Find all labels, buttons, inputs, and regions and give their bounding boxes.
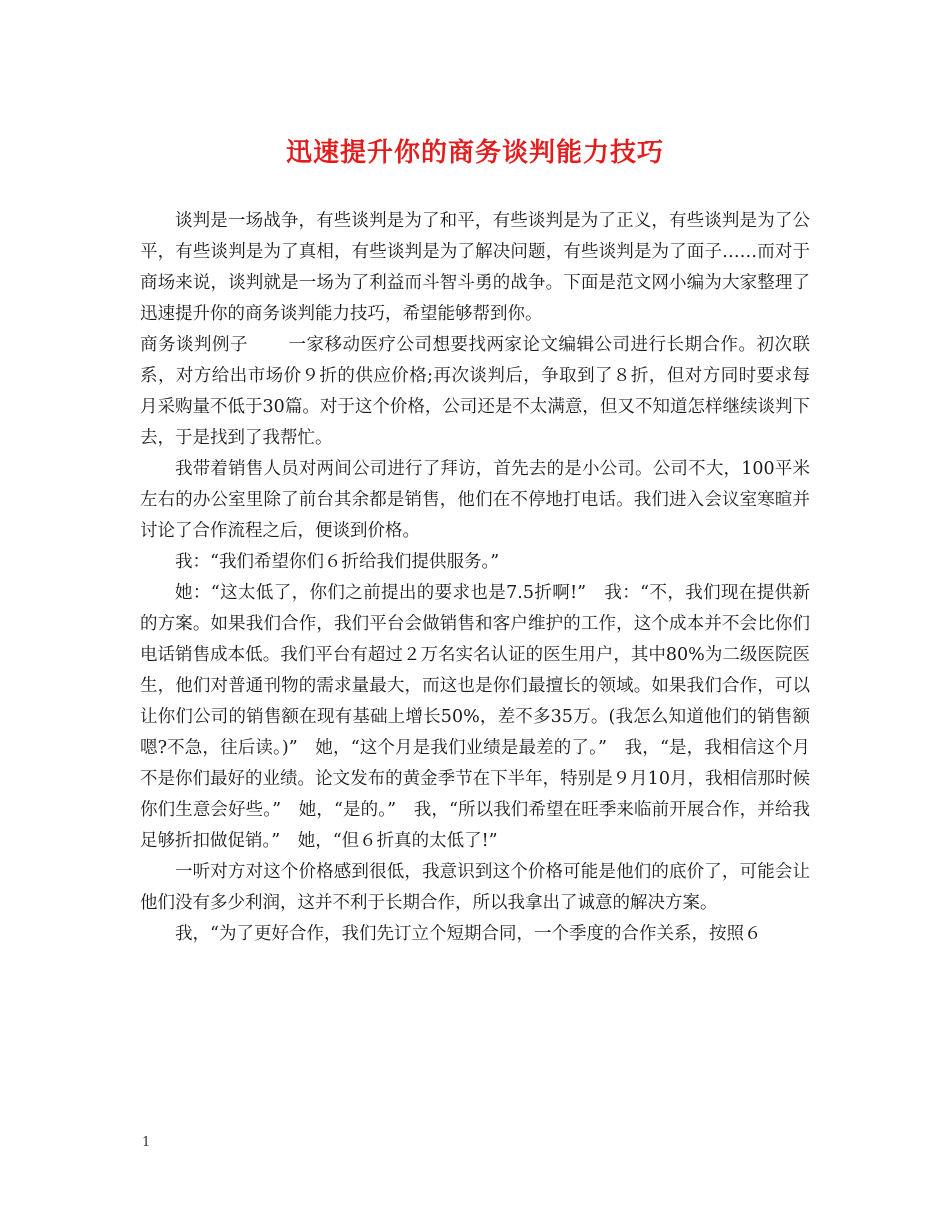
paragraph-solution: 一听对方对这个价格感到很低，我意识到这个价格可能是他们的底价了，可能会让他们没有多少利润，这并不利于长期合作，所以我拿出了诚意的解决方案。 bbox=[140, 862, 810, 913]
section-heading-example: 商务谈判例子 bbox=[140, 335, 248, 355]
paragraph-example-text: 一家移动医疗公司想要找两家论文编辑公司进行长期合作。初次联系，对方给出市场价９折的供应价格;再次谈判后，争取到了８折，但对方同时要求每月采购量不低于30篇。对于这个价格，公司还是不太满意，但又不知道怎样继续谈判下去，于是找到了我帮忙。 bbox=[140, 335, 810, 448]
page-number: 1 bbox=[142, 1135, 151, 1150]
paragraph-example bbox=[140, 330, 810, 454]
paragraph-dialogue-1: 我：“我们希望你们６折给我们提供服务。” bbox=[175, 552, 500, 572]
paragraph-dialogue-3: 我，“为了更好合作，我们先订立个短期合同，一个季度的合作关系，按照６ bbox=[175, 924, 762, 944]
paragraph-dialogue-2: 她：“这太低了，你们之前提出的要求也是7.5折啊!” 我：“不，我们现在提供新的方案。如果我们合作，我们平台会做销售和客户维护的工作，这个成本并不会比你们电话销售成本低。我们平台有超过２万名实名认证的医生用户，其中80%为二级医院医生，他们对普通刊物的需求量最大，而这也是你们最擅长的领域。如果我们合作，可以让你们公司的销售额在现有基础上增长50%，差不多35万。(我怎么知道他们的销售额嗯?不急，往后读。)” 她，“这个月是我们业绩是最差的了。” 我，“是，我相信这个月不是你们最好的业绩。论文发布的黄金季节在下半年，特别是９月10月，我相信那时候你们生意会好些。” 她，“是的。” 我，“所以我们希望在旺季来临前开展合作，并给我足够折扣做促销。” 她，“但６折真的太低了!” bbox=[140, 583, 810, 851]
paragraph-intro: 谈判是一场战争，有些谈判是为了和平，有些谈判是为了正义，有些谈判是为了公平，有些谈判是为了真相，有些谈判是为了解决问题，有些谈判是为了面子……而对于商场来说，谈判就是一场为了利益而斗智斗勇的战争。下面是范文网小编为大家整理了迅速提升你的商务谈判能力技巧，希望能够帮到你。 bbox=[140, 211, 810, 324]
document-title: 迅速提升你的商务谈判能力技巧 bbox=[285, 138, 664, 168]
paragraph-visit: 我带着销售人员对两间公司进行了拜访，首先去的是小公司。公司不大，100平米左右的办公室里除了前台其余都是销售，他们在不停地打电话。我们进入会议室寒暄并讨论了合作流程之后，便谈到价格。 bbox=[140, 459, 810, 541]
document-body bbox=[140, 206, 810, 950]
